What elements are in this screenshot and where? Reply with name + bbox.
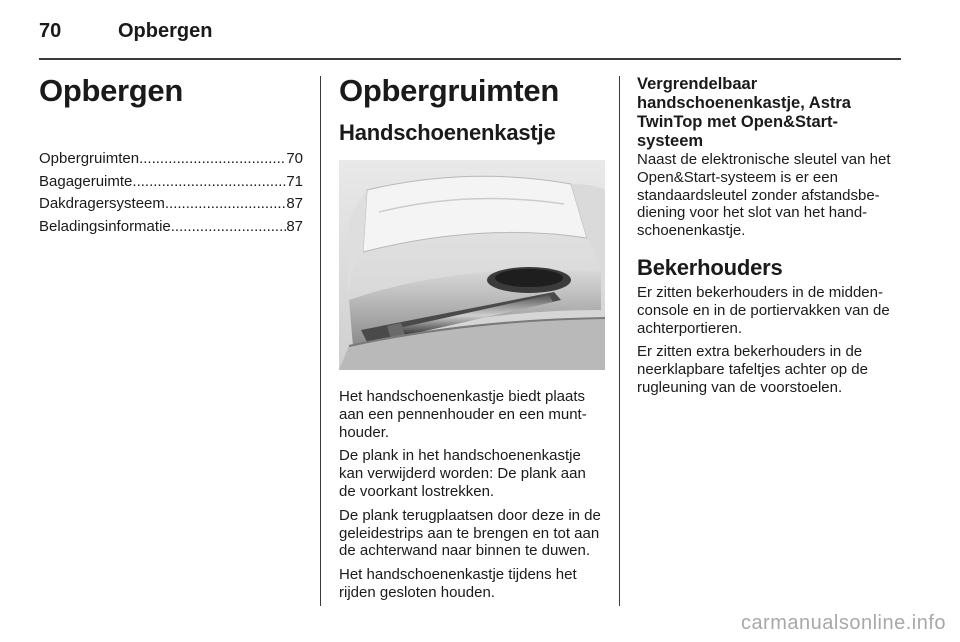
toc-entry[interactable] <box>39 193 303 216</box>
paragraph: Naast de elektronische sleutel van het Open&Start-systeem is er een standaardsleutel zonder afstandsbediening voor het slot van het handschoenenkastje. <box>637 151 891 240</box>
paragraph: Er zitten bekerhouders in de middenconsole en in de portiervakken van de achterportieren. <box>637 283 890 337</box>
toc-leader-dots <box>139 148 286 171</box>
toc-leader-dots <box>132 171 286 194</box>
paragraph: De plank in het handschoenenkastje kan verwijderd worden: De plank aan de voorkant lostrekken. <box>339 447 586 500</box>
toc-label: Dakdragersysteem <box>39 195 165 212</box>
toc-label: Opbergruimten <box>39 150 140 167</box>
paragraph: Het handschoenenkastje biedt plaats aan een pennenhouder en een munthouder. <box>339 388 587 441</box>
column-divider-2 <box>619 76 620 606</box>
chapter-title: Opbergen <box>39 73 184 108</box>
right-column <box>637 72 903 403</box>
glovebox-photo <box>339 160 605 370</box>
toc-leader-dots <box>171 216 287 239</box>
glovebox-text <box>339 388 605 602</box>
toc-page: 71 <box>286 172 303 190</box>
locking-glovebox-heading: Vergrendelbaar handschoenenkastje, Astra TwinTop met Open&Start-systeem <box>637 75 851 150</box>
toc-entry[interactable] <box>39 216 303 239</box>
paragraph: De plank terugplaatsen door deze in de geleidestrips aan te brengen en tot aan de achterwand naar binnen te duwen. <box>339 506 601 560</box>
toc-page: 87 <box>286 195 303 212</box>
toc-page: 87 <box>286 217 303 235</box>
page-number: 70 <box>39 20 62 42</box>
section-subtitle: Handschoenenkastje <box>339 120 556 145</box>
paragraph: Het handschoenenkastje tijdens het rijden gesloten houden. <box>339 566 577 601</box>
toc-entry[interactable] <box>39 148 303 171</box>
column-divider-1 <box>320 76 321 606</box>
storage-column <box>339 72 605 608</box>
paragraph: Er zitten extra bekerhouders in de neerklapbare tafeltjes achter op de rugleuning van de voorstoelen. <box>637 343 868 396</box>
section-title: Opbergruimten <box>339 73 560 108</box>
table-of-contents <box>39 148 303 238</box>
header-divider <box>39 58 901 60</box>
toc-label: Beladingsinformatie <box>39 217 171 235</box>
locking-glovebox-body <box>637 151 903 240</box>
chapter-column <box>39 72 303 238</box>
toc-label: Bagageruimte <box>39 172 133 190</box>
cupholders-body <box>637 284 903 397</box>
running-header-title: Opbergen <box>118 20 213 42</box>
toc-leader-dots <box>165 193 286 216</box>
toc-page: 70 <box>286 150 303 167</box>
cupholders-heading: Bekerhouders <box>637 254 783 280</box>
watermark: carmanualsonline.info <box>740 612 946 634</box>
toc-entry[interactable] <box>39 171 303 194</box>
